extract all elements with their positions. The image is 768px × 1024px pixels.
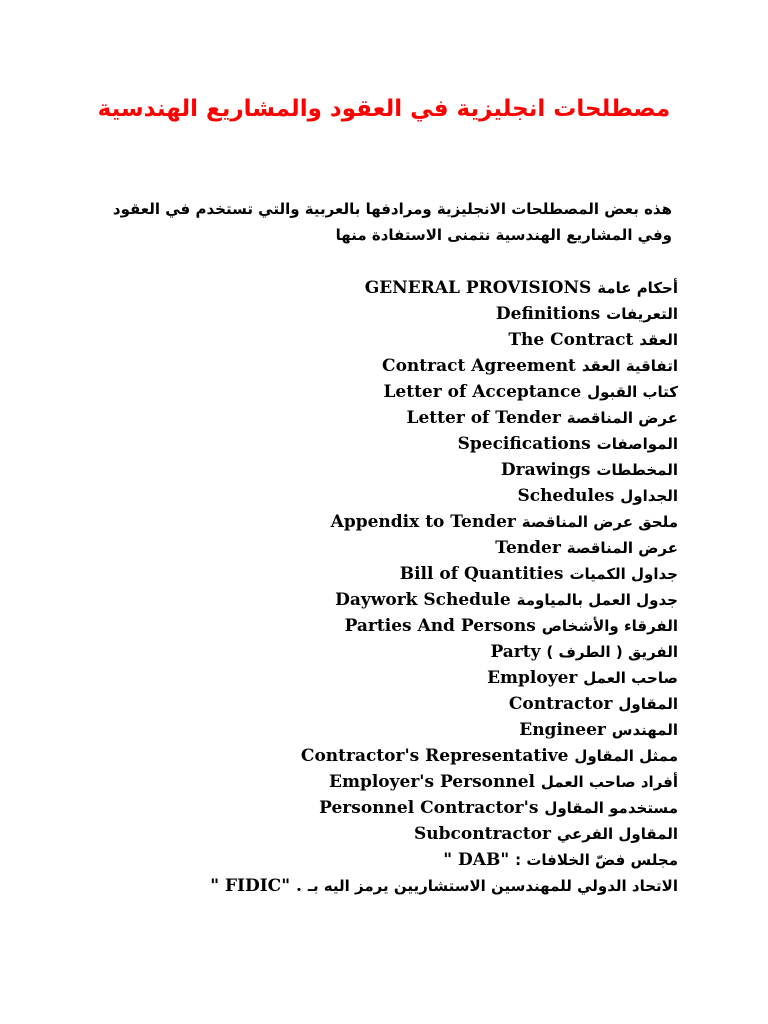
term-arabic: صاحب العمل	[583, 669, 678, 687]
term-row	[78, 821, 678, 847]
term-english: Definitions	[495, 304, 601, 324]
term-arabic: الفرقاء والأشخاص	[541, 617, 678, 635]
term-row	[78, 639, 678, 665]
term-english: Subcontractor	[414, 824, 551, 844]
term-arabic: ممثل المقاول	[574, 747, 678, 765]
term-arabic: المقاول الفرعي	[556, 825, 678, 843]
term-arabic: التعريفات	[606, 305, 678, 323]
term-english: Letter of Acceptance	[383, 382, 582, 402]
term-row	[78, 353, 678, 379]
term-arabic: جدول العمل بالمياومة	[516, 591, 678, 609]
term-arabic: العقد	[639, 331, 678, 349]
intro-paragraph	[92, 196, 672, 248]
term-english: Contract Agreement	[382, 356, 576, 376]
term-english: Schedules	[517, 486, 615, 506]
term-row	[78, 587, 678, 613]
term-english: Contractor	[508, 694, 613, 714]
term-arabic: المواصفات	[596, 435, 678, 453]
term-arabic: ملحق عرض المناقصة	[521, 513, 678, 531]
term-english: Tender	[495, 538, 561, 558]
term-english: Engineer	[519, 720, 606, 740]
term-row	[78, 457, 678, 483]
term-arabic: الجداول	[620, 487, 678, 505]
term-english: Contractor's Representative	[300, 746, 569, 766]
term-english: Employer's Personnel	[329, 772, 535, 792]
term-arabic: المهندس	[611, 721, 678, 739]
term-english: Drawings	[500, 460, 591, 480]
term-row	[78, 691, 678, 717]
term-row	[78, 665, 678, 691]
term-row	[78, 873, 678, 899]
term-arabic: اتفاقية العقد	[581, 357, 678, 375]
term-row	[78, 613, 678, 639]
term-arabic: الاتحاد الدولي للمهندسين الاستشاريين يرمز اليه بـ	[307, 877, 678, 895]
term-arabic: جداول الكميات	[569, 565, 678, 583]
intro-line: وفي المشاريع الهندسية نتمنى الاستفادة منها	[335, 226, 672, 244]
term-arabic: كتاب القبول	[587, 383, 678, 401]
term-english: Parties And Persons	[344, 616, 536, 636]
term-english: Appendix to Tender	[330, 512, 516, 532]
term-row	[78, 405, 678, 431]
term-english: Party	[490, 642, 541, 662]
term-arabic: المقاول	[618, 695, 678, 713]
term-english: The Contract	[508, 330, 634, 350]
term-arabic: عرض المناقصة	[566, 539, 678, 557]
term-row	[78, 743, 678, 769]
term-english: " FIDIC" .	[210, 876, 302, 896]
term-english: " DAB"	[443, 850, 510, 870]
term-row	[78, 301, 678, 327]
term-arabic: الفريق ( الطرف )	[546, 643, 678, 661]
term-row	[78, 795, 678, 821]
term-row	[78, 847, 678, 873]
term-arabic: أحكام عامة	[597, 279, 678, 297]
term-english: Personnel Contractor's	[319, 798, 539, 818]
term-english: Specifications	[457, 434, 591, 454]
term-english: Daywork Schedule	[335, 590, 511, 610]
term-arabic: المخططات	[596, 461, 678, 479]
term-row	[78, 535, 678, 561]
term-arabic: عرض المناقصة	[566, 409, 678, 427]
term-row	[78, 379, 678, 405]
term-arabic: مجلس فضّ الخلافات :	[515, 851, 678, 869]
page-title: مصطلحات انجليزية في العقود والمشاريع الهندسية	[97, 96, 671, 122]
term-row	[78, 327, 678, 353]
term-english: Letter of Tender	[406, 408, 561, 428]
term-english: Bill of Quantities	[399, 564, 564, 584]
term-row	[78, 561, 678, 587]
term-arabic: أفراد صاحب العمل	[540, 773, 678, 791]
term-row	[78, 509, 678, 535]
term-row	[78, 717, 678, 743]
term-english: GENERAL PROVISIONS	[364, 278, 592, 298]
intro-line: هذه بعض المصطلحات الانجليزية ومرادفها بالعربية والتي تستخدم في العقود	[112, 200, 672, 218]
term-row	[78, 431, 678, 457]
term-english: Employer	[487, 668, 578, 688]
term-arabic: مستخدمو المقاول	[544, 799, 678, 817]
terms-list	[78, 275, 678, 899]
term-row	[78, 769, 678, 795]
term-row	[78, 275, 678, 301]
term-row	[78, 483, 678, 509]
